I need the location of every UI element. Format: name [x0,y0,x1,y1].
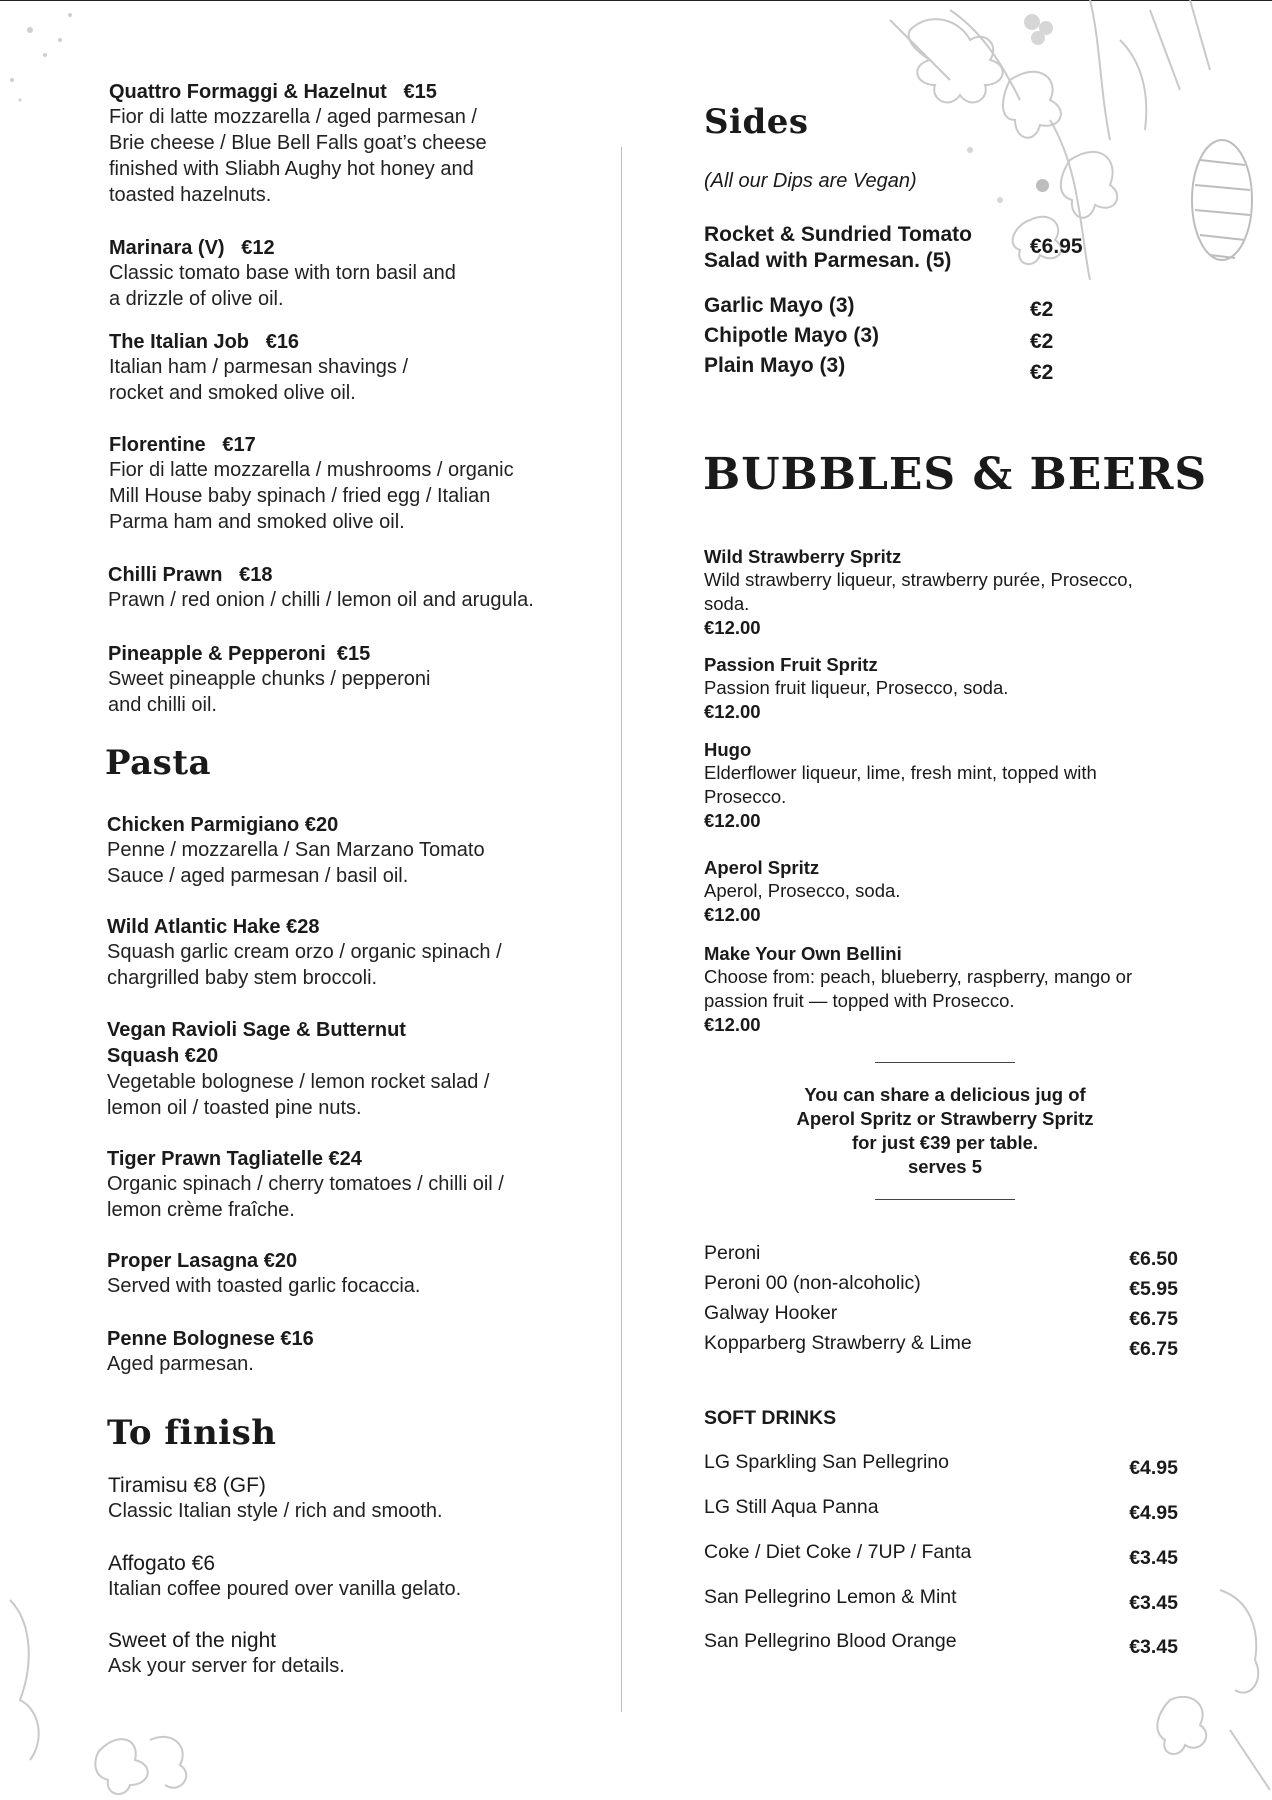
pizza-item [109,80,487,208]
item-name: Marinara (V) €12 [109,237,275,259]
dessert-item [108,1474,443,1524]
drink-description: Elderflower liqueur, lime, fresh mint, topped with Prosecco. [704,762,1097,807]
item-name: Penne Bolognese €16 [107,1328,314,1350]
soft-drinks-heading: SOFT DRINKS [704,1407,837,1429]
drink-description: Aperol, Prosecco, soda. [704,880,901,901]
item-name: Chicken Parmigiano €20 [107,814,339,836]
beer-row [704,1302,1178,1330]
side-mayo-name: Plain Mayo (3) [704,354,846,377]
item-name: Proper Lasagna €20 [107,1250,298,1272]
beer-name: Peroni 00 (non-alcoholic) [704,1272,921,1294]
side-mayo-name: Garlic Mayo (3) [704,294,855,317]
pasta-item [107,1147,504,1223]
soft-drink-row [704,1496,1178,1524]
soft-drink-name: Coke / Diet Coke / 7UP / Fanta [704,1541,972,1563]
drink-price: €12.00 [704,617,761,638]
column-divider [621,147,622,1712]
item-name: Pineapple & Pepperoni €15 [108,643,371,665]
soft-drink-price: €4.95 [1129,1502,1178,1524]
beer-row [704,1332,1178,1360]
spritz-item [704,545,1133,640]
holly-bottom-left-icon [0,1580,260,1800]
pizza-item [109,236,456,312]
sides-note: (All our Dips are Vegan) [704,170,917,192]
pasta-item [107,813,485,889]
soft-drink-price: €3.45 [1129,1592,1178,1614]
soft-drink-price: €4.95 [1129,1457,1178,1479]
pasta-item [107,915,502,991]
beer-name: Kopparberg Strawberry & Lime [704,1332,972,1354]
item-name: The Italian Job €16 [109,331,300,353]
speckle-decoration-icon [0,0,120,120]
drink-name: Wild Strawberry Spritz [704,546,902,567]
sides-heading: Sides [704,102,809,142]
jug-offer-note: You can share a delicious jug of Aperol Spritz or Strawberry Spritz for just €39 per table. serves 5 [796,1084,1094,1177]
soft-drink-name: San Pellegrino Lemon & Mint [704,1586,957,1608]
item-description: Vegetable bolognese / lemon rocket salad / lemon oil / toasted pine nuts. [107,1071,490,1119]
divider-line [875,1199,1015,1200]
drink-price: €12.00 [704,1014,761,1035]
item-name: Tiger Prawn Tagliatelle €24 [107,1148,362,1170]
drink-name: Make Your Own Bellini [704,943,902,964]
divider-line [875,1062,1015,1063]
pizza-item [109,330,408,406]
soft-drink-name: LG Sparkling San Pellegrino [704,1451,949,1473]
item-name: Quattro Formaggi & Hazelnut €15 [109,81,437,103]
spritz-item [704,738,1097,833]
pizza-item [109,433,514,535]
bubbles-heading: BUBBLES & BEERS [703,449,1208,500]
pizza-item [108,642,430,718]
side-mayo-price: €2 [1030,330,1054,353]
item-description: Served with toasted garlic focaccia. [107,1275,421,1297]
dessert-item [108,1552,461,1602]
item-description: Classic Italian style / rich and smooth. [108,1500,443,1522]
drink-description: Choose from: peach, blueberry, raspberry, mango or passion fruit — topped with Prosecco. [704,966,1133,1011]
holly-decoration-icon [850,0,1272,420]
soft-drink-name: LG Still Aqua Panna [704,1496,879,1518]
beer-price: €6.50 [1129,1248,1178,1270]
item-name: Tiramisu €8 (GF) [108,1474,266,1497]
soft-drink-name: San Pellegrino Blood Orange [704,1630,957,1652]
drink-name: Passion Fruit Spritz [704,654,878,675]
spritz-item [704,942,1132,1037]
dot-icon [1036,179,1049,192]
soft-drink-price: €3.45 [1129,1547,1178,1569]
drink-price: €12.00 [704,810,761,831]
soft-drink-row [704,1586,1178,1614]
item-description: Squash garlic cream orzo / organic spinach / chargrilled baby stem broccoli. [107,941,502,989]
drink-name: Aperol Spritz [704,857,820,878]
beer-price: €6.75 [1129,1308,1178,1330]
spritz-item [704,856,900,927]
item-description: Penne / mozzarella / San Marzano Tomato Sauce / aged parmesan / basil oil. [107,839,485,887]
item-description: Prawn / red onion / chilli / lemon oil and arugula. [108,589,534,611]
drink-price: €12.00 [704,904,761,925]
beer-price: €5.95 [1129,1278,1178,1300]
soft-drink-row [704,1451,1178,1479]
pasta-item [107,1249,421,1299]
item-name: Florentine €17 [109,434,256,456]
item-description: Ask your server for details. [108,1655,345,1677]
soft-drink-row [704,1630,1178,1658]
dessert-item [108,1629,345,1679]
beer-name: Galway Hooker [704,1302,838,1324]
side-mayo-price: €2 [1030,298,1054,321]
item-description: Italian coffee poured over vanilla gelato. [108,1578,462,1600]
finish-heading: To finish [107,1413,277,1453]
spritz-item [704,653,1008,724]
drink-price: €12.00 [704,701,761,722]
item-description: Aged parmesan. [107,1353,254,1375]
item-description: Sweet pineapple chunks / pepperoni and chilli oil. [108,668,431,716]
drink-description: Wild strawberry liqueur, strawberry purée, Prosecco, soda. [704,569,1133,614]
drink-name: Hugo [704,739,752,760]
soft-drink-row [704,1541,1178,1569]
beer-row [704,1272,1178,1300]
beer-row [704,1242,1178,1270]
drink-description: Passion fruit liqueur, Prosecco, soda. [704,677,1009,698]
side-mayo-name: Chipotle Mayo (3) [704,324,880,347]
item-name: Sweet of the night [108,1629,277,1652]
item-name: Chilli Prawn €18 [108,564,273,586]
item-description: Classic tomato base with torn basil and a drizzle of olive oil. [109,262,456,310]
beer-price: €6.75 [1129,1338,1178,1360]
soft-drink-price: €3.45 [1129,1636,1178,1658]
pizza-item [108,563,534,613]
item-description: Organic spinach / cherry tomatoes / chilli oil / lemon crème fraîche. [107,1173,504,1221]
item-name: Wild Atlantic Hake €28 [107,916,320,938]
beer-name: Peroni [704,1242,761,1264]
pasta-item [107,1327,314,1377]
item-name: Affogato €6 [108,1552,216,1575]
side-salad-price: €6.95 [1030,235,1083,258]
side-salad-name: Rocket & Sundried Tomato Salad with Parmesan. (5) [704,223,972,272]
item-name: Vegan Ravioli Sage & Butternut Squash €20 [107,1019,406,1067]
item-description: Fior di latte mozzarella / aged parmesan / Brie cheese / Blue Bell Falls goat’s cheese finished with Sliabh Aughy hot honey and toasted hazelnuts. [109,106,487,206]
item-description: Italian ham / parmesan shavings / rocket and smoked olive oil. [109,356,409,404]
pasta-heading: Pasta [105,743,212,783]
item-description: Fior di latte mozzarella / mushrooms / organic Mill House baby spinach / fried egg / Italian Parma ham and smoked olive oil. [109,459,514,533]
side-mayo-price: €2 [1030,361,1054,384]
pasta-item [107,1017,489,1121]
